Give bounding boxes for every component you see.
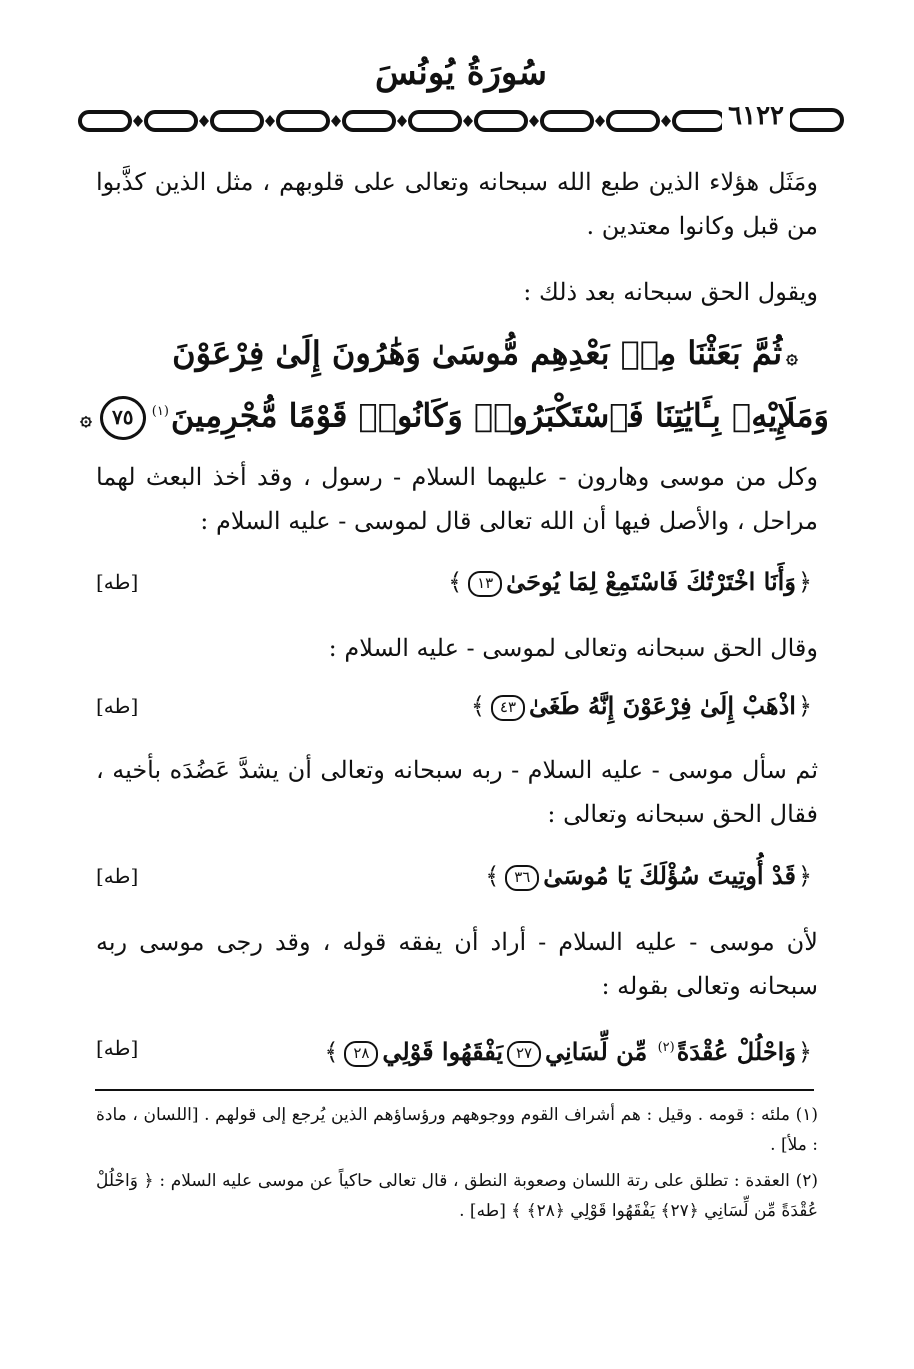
main-ayah-line-1 xyxy=(145,325,829,384)
main-ayah-text-1: ثُمَّ بَعَثْنَا مِنۢ بَعْدِهِم مُّوسَىٰ وَهَٰرُونَ إِلَىٰ فِرْعَوْنَ xyxy=(172,334,783,372)
verse-number-2: ٤٣ xyxy=(491,695,525,721)
footnote-1: (١) ملئه : قومه . وقيل : هم أشراف القوم ووجوههم ورؤساؤهم الذين يُرجع إلى قولهم . [اللسان ، مادة : ملأ] . xyxy=(96,1105,818,1155)
verse-number-4b: ٢٨ xyxy=(344,1041,378,1067)
bracket-open-icon: ﴿ xyxy=(797,692,812,720)
paragraph-2: ويقول الحق سبحانه بعد ذلك : xyxy=(523,278,818,306)
quote-row-3 xyxy=(96,856,814,896)
quote-4-words-a: وَاحْلُلْ عُقْدَةً xyxy=(676,1037,796,1066)
quote-text-4 xyxy=(322,1028,814,1072)
paragraph-3: وكل من موسى وهارون - عليهما السلام - رسول ، وقد أخذ البعث لهما مراحل ، والأصل فيها أن الله تعالى قال لموسى - عليه السلام : xyxy=(96,463,818,535)
quote-4-words-b: مِّن لِّسَانِي xyxy=(545,1037,648,1066)
verse-number-4a: ٢٧ xyxy=(507,1041,541,1067)
quote-ref-2: [طه] xyxy=(96,694,139,718)
main-ayah-line-2 xyxy=(80,384,829,446)
bracket-close-icon: ﴾ xyxy=(324,1038,339,1066)
bracket-close-icon: ﴾ xyxy=(470,692,485,720)
verse-rosette-icon: ۞ xyxy=(786,343,798,368)
quote-ref-1: [طه] xyxy=(96,570,139,594)
bracket-close-icon: ﴾ xyxy=(485,862,500,890)
quote-3-words: قَدْ أُوتِيتَ سُؤْلَكَ يَا مُوسَىٰ xyxy=(543,861,796,890)
paragraph-1: ومَثَل هؤلاء الذين طبع الله سبحانه وتعالى على قلوبهم ، مثل الذين كذَّبوا من قبل وكانوا معتدين . xyxy=(96,168,818,240)
quote-row-2 xyxy=(96,686,814,726)
footnote-ref-1: (١) xyxy=(151,403,169,419)
quote-text-1 xyxy=(446,562,814,602)
paragraph-5: ثم سأل موسى - عليه السلام - ربه سبحانه وتعالى أن يشدَّ عَضُدَه بأخيه ، فقال الحق سبحانه وتعالى : xyxy=(96,756,818,828)
footnote-2: (٢) العقدة : تطلق على رتة اللسان وصعوبة النطق ، قال تعالى حاكياً عن موسى عليه السلام : ﴿ وَاحْلُلْ عُقْدَةً مِّن لِّسَانِي ﴿٢٧﴾ يَفْقَهُوا قَوْلِي ﴿٢٨﴾ ﴾ [طه] . xyxy=(96,1171,818,1221)
bracket-open-icon: ﴿ xyxy=(797,568,812,596)
bracket-open-icon: ﴿ xyxy=(797,862,812,890)
quote-row-1 xyxy=(96,562,814,602)
quote-text-3 xyxy=(483,856,814,896)
bracket-close-icon: ﴾ xyxy=(448,568,463,596)
main-ayah xyxy=(80,325,829,437)
quote-2-words: اذْهَبْ إِلَىٰ فِرْعَوْنَ إِنَّهُ طَغَىٰ xyxy=(528,691,796,720)
verse-number-1: ١٣ xyxy=(468,571,502,597)
verse-number-3: ٣٦ xyxy=(505,865,539,891)
quote-4-words-c: يَفْقَهُوا قَوْلِي xyxy=(382,1037,504,1066)
paragraph-6: لأن موسى - عليه السلام - أراد أن يفقه قوله ، وقد رجى موسى ربه سبحانه وتعالى بقوله : xyxy=(96,928,818,1000)
quote-ref-3: [طه] xyxy=(96,864,139,888)
verse-number-badge: ٧٥ xyxy=(100,396,146,440)
main-ayah-text-2: وَمَلَإِيْهِۦ بِـَٔايَٰتِنَا فَٱسْتَكْبَرُوا۟ وَكَانُوا۟ قَوْمًا مُّجْرِمِينَ xyxy=(170,396,829,435)
surah-title: سُورَةُ يُونُسَ xyxy=(375,53,547,93)
footnote-ref-2: (٢) xyxy=(657,1040,675,1055)
page-number: ٦١٢٢ xyxy=(722,102,790,130)
footnote-divider xyxy=(95,1089,814,1091)
quote-ref-4: [طه] xyxy=(96,1036,139,1060)
verse-end-ornament-icon: ۞ xyxy=(80,405,92,430)
paragraph-4: وقال الحق سبحانه وتعالى لموسى - عليه السلام : xyxy=(328,634,818,662)
quote-text-2 xyxy=(469,686,814,726)
page-header xyxy=(78,50,844,140)
quote-row-4 xyxy=(96,1028,814,1068)
quote-1-words: وَأَنَا اخْتَرْتُكَ فَاسْتَمِعْ لِمَا يُوحَىٰ xyxy=(506,567,796,596)
bracket-open-icon: ﴿ xyxy=(797,1038,812,1066)
